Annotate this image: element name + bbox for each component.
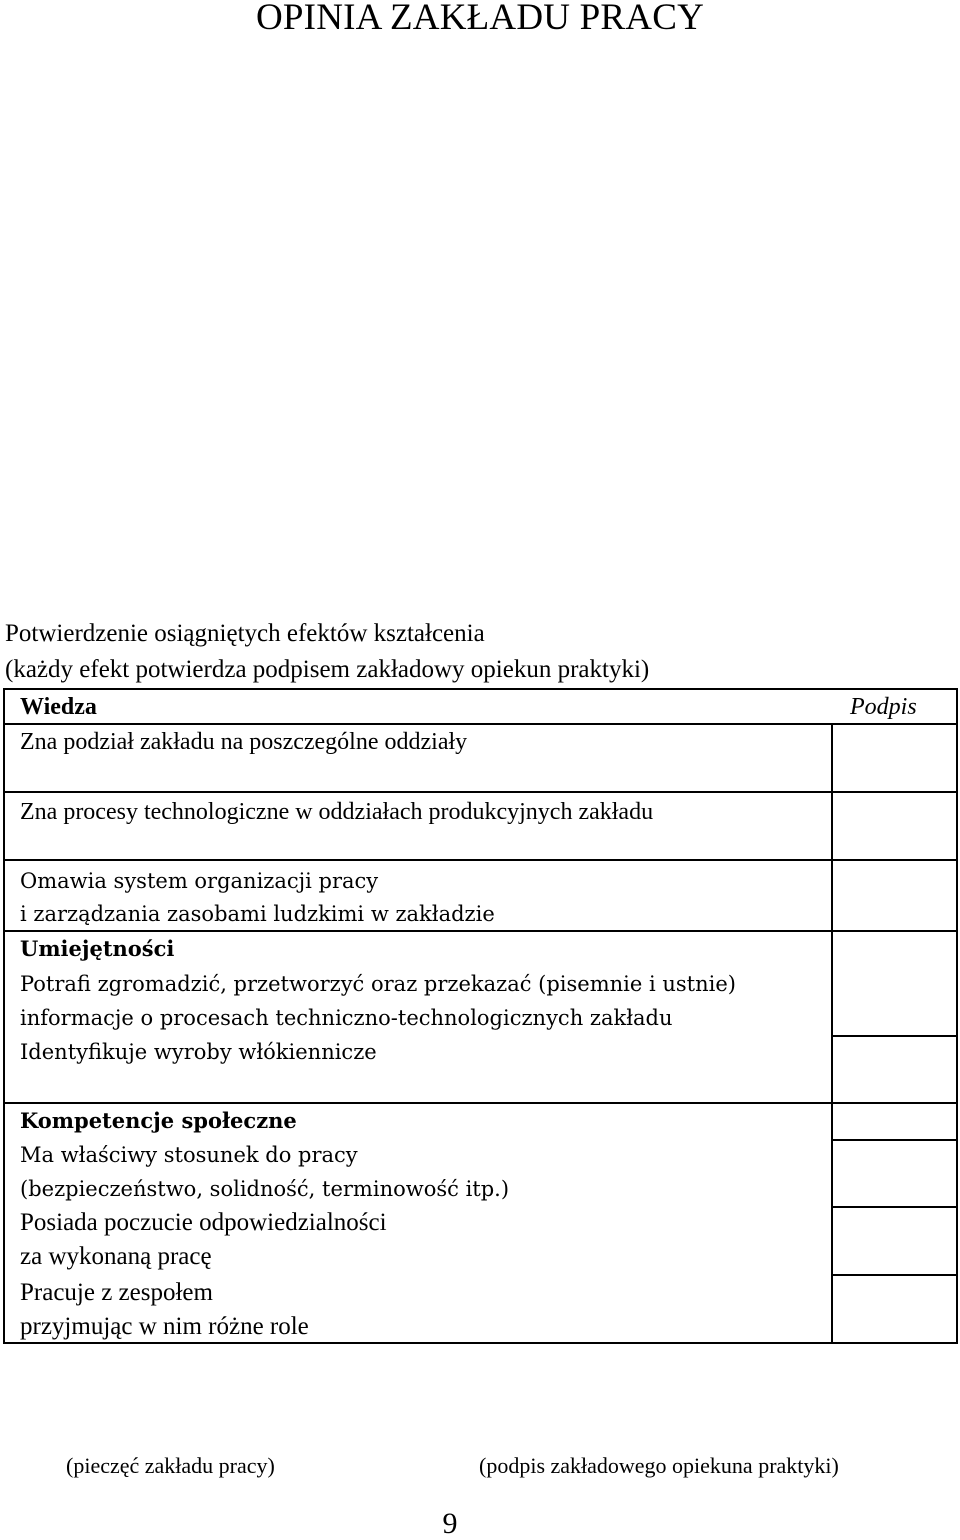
effect-item: Pracuje z zespołem — [20, 1279, 213, 1306]
effect-item: informacje o procesach techniczno-technologicznych zakładu — [20, 1006, 673, 1030]
effect-item: i zarządzania zasobami ludzkimi w zakładzie — [20, 902, 495, 926]
row-separator — [831, 1274, 958, 1276]
row-separator — [3, 723, 958, 725]
row-separator — [831, 1206, 958, 1208]
row-separator — [831, 1035, 958, 1037]
table-border-top — [3, 688, 958, 690]
row-separator — [3, 791, 958, 793]
effect-item: Zna procesy technologiczne w oddziałach produkcyjnych zakładu — [20, 799, 654, 825]
effect-item: Posiada poczucie odpowiedzialności — [20, 1209, 387, 1236]
effect-item: Zna podział zakładu na poszczególne oddziały — [20, 729, 468, 755]
intro-line-1: Potwierdzenie osiągniętych efektów kształcenia — [5, 620, 485, 647]
stamp-label: (pieczęć zakładu pracy) — [66, 1453, 275, 1478]
section-heading-umiejetnosci: Umiejętności — [20, 936, 175, 961]
row-separator — [831, 1139, 958, 1141]
effect-item: za wykonaną pracę — [20, 1243, 212, 1270]
section-heading-kompetencje: Kompetencje społeczne — [20, 1108, 297, 1133]
table-border-left — [3, 688, 5, 1344]
effect-item: Identyfikuje wyroby włókiennicze — [20, 1040, 377, 1064]
table-column-divider — [831, 724, 833, 1344]
row-separator — [3, 859, 958, 861]
effect-item: Potrafi zgromadzić, przetworzyć oraz przekazać (pisemnie i ustnie) — [20, 972, 736, 996]
effect-item: przyjmując w nim różne role — [20, 1313, 309, 1340]
effect-item: Ma właściwy stosunek do pracy — [20, 1143, 358, 1167]
intro-line-2: (każdy efekt potwierdza podpisem zakładowy opiekun praktyki) — [5, 656, 650, 683]
section-heading-wiedza: Wiedza — [20, 694, 97, 720]
effect-item: Omawia system organizacji pracy — [20, 869, 379, 893]
table-border-right — [956, 688, 958, 1344]
page-title: OPINIA ZAKŁADU PRACY — [255, 0, 705, 38]
page-number: 9 — [442, 1507, 458, 1540]
signature-column-header: Podpis — [850, 694, 917, 720]
effect-item: (bezpieczeństwo, solidność, terminowość itp.) — [20, 1177, 510, 1201]
supervisor-signature-label: (podpis zakładowego opiekuna praktyki) — [479, 1453, 839, 1478]
